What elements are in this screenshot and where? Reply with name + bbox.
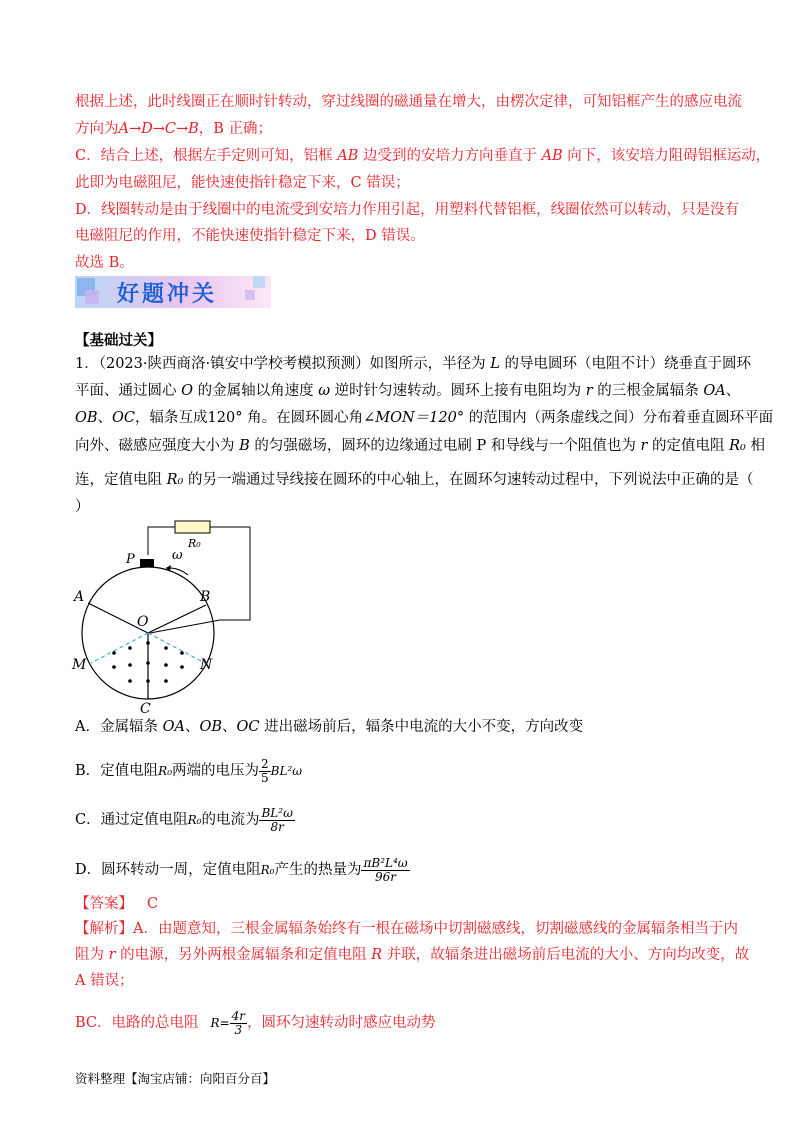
brush-P [140,559,154,567]
spoke-OB [148,605,206,633]
numerator: 4r [231,1008,246,1023]
wire [148,527,175,555]
text: C．结合上述，根据左手定则可知，铝框 [75,148,338,164]
option-D [75,851,410,889]
numerator: 2 [261,756,269,771]
label-C: C [140,701,151,715]
answer-value: C [147,896,159,912]
option-B [75,752,302,790]
answer-label: 【答案】 [75,896,133,912]
text: 两端的电压为 [172,763,260,779]
expression: BL²ω [270,764,303,778]
fraction [259,758,271,785]
var-R: R [371,947,383,963]
text: 的定值电阻 [647,438,730,454]
field-boundary-ON [148,633,205,663]
text: 逆时针匀速转动。圆环上接有电阻均为 [330,383,586,399]
var-R0: R₀ [187,813,202,827]
fraction [230,1010,247,1037]
var-OA: OA [162,719,185,735]
text: ，辐条互成 [135,410,208,426]
equals-sign: = [219,1016,230,1030]
text: 的匀强磁场，圆环的边缘通过电刷 P 和导线与一个阻值也为 [249,438,641,454]
analysis-line-4: 此即为电磁阻尼，能快速使指针稳定下来，C 错误； [75,175,410,191]
text: 阻为 [75,947,109,963]
text: 角。在圆环圆心角 [242,410,364,426]
var-R0: R₀ [729,438,746,454]
text: 方向为 [75,121,119,137]
var-OA: OA [703,383,726,399]
var-omega: ω [318,383,331,399]
text: 、 [97,410,113,426]
field-boundary-OM [91,633,148,663]
text: 的电源，另外两根金属辐条和定值电阻 [115,947,372,963]
analysis-q-line-3: A 错误； [75,973,134,989]
text: 进出磁场前后，辐条中电流的大小不变，方向改变 [259,719,584,735]
current-path: A→D→C→B [118,121,199,137]
text: 向下，该安培力阻碍铝框运动， [562,148,771,164]
var-O: O [181,383,193,399]
var-r: r [585,383,593,399]
analysis-q-line-2 [75,945,749,965]
fraction [361,857,409,884]
analysis-line-1: 根据上述，此时线圈正在顺时针转动，穿过线圈的磁通量在增大，由楞次定律，可知铝框产生的感应电流 [75,94,742,110]
option-C [75,801,295,839]
question-line-3 [75,408,773,428]
text: A．金属辐条 [75,719,163,735]
numerator: BL²ω [261,805,293,820]
text: ，B 正确； [198,121,273,137]
text: 、 [222,719,237,735]
angle-value: 120° [207,410,243,426]
label-M: M [72,657,87,673]
analysis-line-3 [75,146,770,166]
analysis-line-6: 电磁阻尼的作用，不能快速使指针稳定下来，D 错误。 [75,228,425,244]
text: BC．电路的总电阻 [75,1015,199,1031]
text: 、 [725,383,741,399]
question-line-2 [75,381,740,401]
var-OC: OC [236,719,260,735]
banner-title: 好题冲关 [117,282,218,307]
fraction [259,807,294,834]
label-B: B [200,589,211,605]
analysis-line-5: D．线圈转动是由于线圈中的电流受到安培力作用引起，用塑料代替铝框，线圈依然可以转动，只是没有 [75,202,740,218]
answer-line [75,894,158,914]
text: B．定值电阻 [75,763,159,779]
denominator: 5 [261,770,269,785]
question-line-6: ） [75,499,90,515]
label-A: A [74,589,85,605]
text: 的电流为 [201,812,260,828]
var-R0: R₀ [166,472,184,488]
analysis-label: 【解析】 [75,921,133,937]
text: A．由题意知，三根金属辐条始终有一根在磁场中切割磁感线，切割磁感线的金属辐条相当于内 [133,921,738,937]
resistor-R0 [175,521,210,533]
denominator: 8r [270,819,284,834]
var-OB: OB [199,719,222,735]
text: 平面、通过圆心 [75,383,182,399]
section-label: 【基础过关】 [75,332,162,349]
banner-decor-square [253,276,265,288]
question-line-5 [75,470,753,490]
var-R0: R₀ [158,764,173,778]
var-r: r [640,438,648,454]
label-R0: R₀ [188,537,201,550]
var-R: R [210,1016,220,1030]
section-banner [75,272,271,312]
analysis-q-line-1 [75,919,738,939]
numerator: πB²L⁴ω [363,855,408,870]
text: D．圆环转动一周，定值电阻 [75,862,261,878]
analysis-line-2 [75,119,272,139]
text: 的另一端通过导线接在圆环的中心轴上，在圆环匀速转动过程中，下列说法中正确的是（ [183,472,754,488]
text: 产生的热量为 [274,862,362,878]
var-ab: AB [337,148,359,164]
text: 的范围内（两条虚线之间）分布着垂直圆环平面 [464,410,774,426]
var-ab: AB [541,148,563,164]
label-O: O [137,614,149,630]
option-A [75,717,583,737]
banner-decor-square [85,290,99,304]
denominator: 96r [375,869,397,884]
var-r: r [108,947,116,963]
var-R0: R₀ [260,863,275,877]
analysis-q-line-4 [75,1004,436,1042]
label-P: P [126,552,135,567]
text: 并联，故辐条进出磁场前后电流的大小、方向均改变，故 [382,947,750,963]
var-OB: OB [75,410,98,426]
banner-decor-square [245,290,255,300]
var-B: B [239,438,250,454]
question-line-1 [75,354,751,374]
var-OC: OC [112,410,136,426]
text: 的导电圆环（电阻不计）绕垂直于圆环 [499,356,751,372]
text: 边受到的安培力方向垂直于 [358,148,542,164]
var-L: L [490,356,500,372]
label-N: N [200,657,213,673]
angle-MON: ∠MON＝120° [363,410,465,426]
text: C．通过定值电阻 [75,812,188,828]
text: 连，定值电阻 [75,472,167,488]
circuit-diagram [70,515,260,715]
question-line-4 [75,436,765,456]
text: ，圆环匀速转动时感应电动势 [247,1015,436,1031]
footer-text: 资料整理【淘宝店铺：向阳百分百】 [75,1071,276,1086]
text: 的三根金属辐条 [592,383,704,399]
text: 相 [745,438,765,454]
text: 向外、磁感应强度大小为 [75,438,240,454]
analysis-line-7: 故选 B。 [75,255,134,271]
label-omega: ω [172,548,183,563]
denominator: 3 [234,1022,243,1037]
text: 1．（2023·陕西商洛·镇安中学校考模拟预测）如图所示，半径为 [75,356,491,372]
text: 、 [184,719,200,735]
text: 的金属轴以角速度 [193,383,319,399]
